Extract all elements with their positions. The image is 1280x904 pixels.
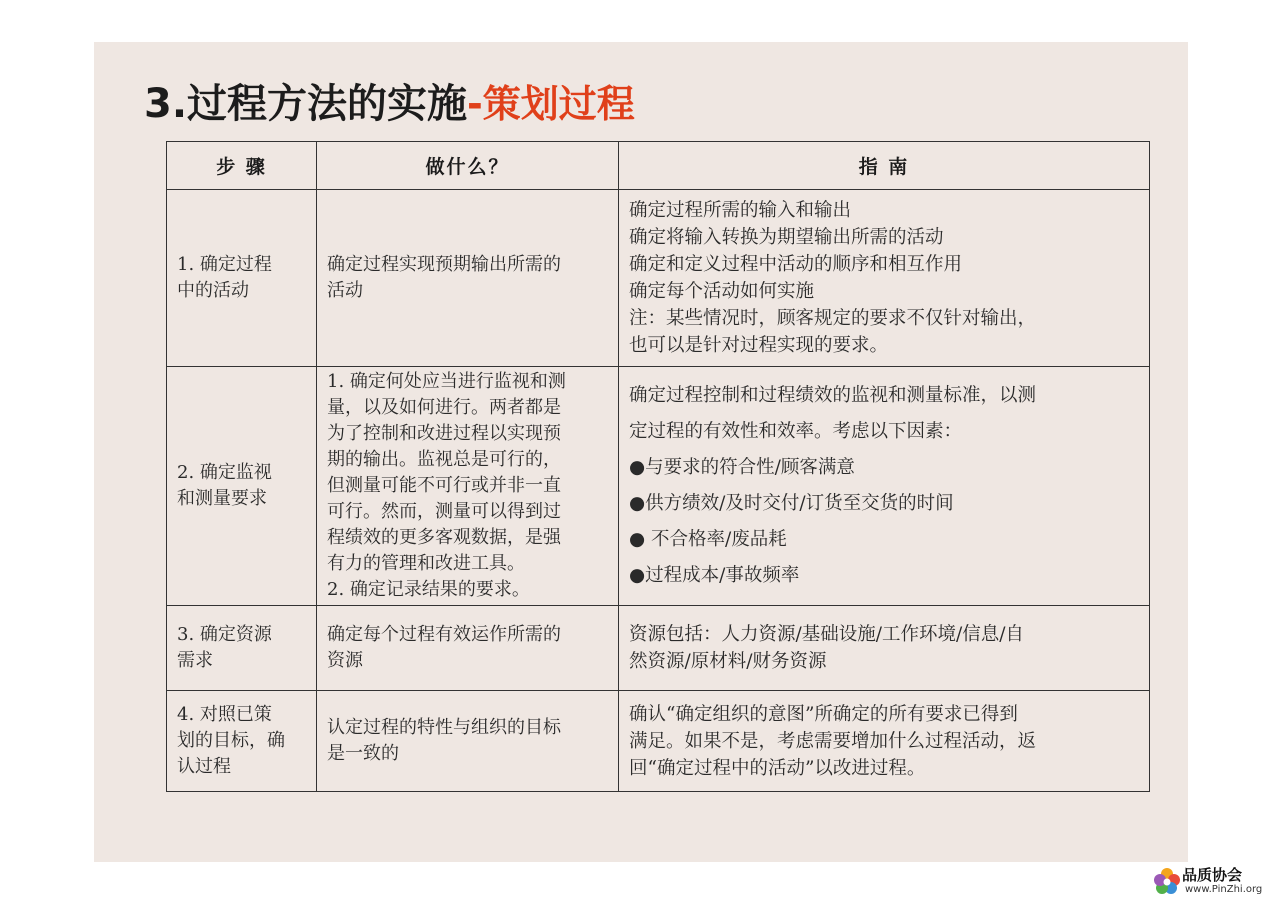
- guide-cell: [619, 691, 1150, 792]
- flower-logo-icon: [1152, 866, 1182, 896]
- what-line: 为了控制和改进过程以实现预: [327, 423, 561, 444]
- step-line: 和测量要求: [177, 488, 267, 509]
- what-line: 2. 确定记录结果的要求。: [327, 579, 530, 600]
- what-cell: [317, 691, 619, 792]
- guide-line: 确定过程所需的输入和输出: [629, 200, 852, 221]
- step-line: 中的活动: [177, 280, 249, 301]
- what-line: 活动: [327, 280, 363, 301]
- what-line: 认定过程的特性与组织的目标: [327, 717, 561, 738]
- slide-title: [144, 76, 635, 132]
- header-step: 步 骤: [167, 142, 317, 190]
- step-line: 2. 确定监视: [177, 462, 272, 483]
- what-line: 期的输出。监视总是可行的，: [327, 449, 561, 470]
- step-cell: [167, 691, 317, 792]
- guide-cell: [619, 606, 1150, 691]
- step-line: 1. 确定过程: [177, 254, 272, 275]
- table-row: [167, 606, 1150, 691]
- guide-line: 注：某些情况时，顾客规定的要求不仅针对输出，: [629, 308, 1037, 329]
- header-what: 做什么？: [317, 142, 619, 190]
- guide-line: 资源包括：人力资源/基础设施/工作环境/信息/自: [629, 624, 1024, 645]
- guide-line: 然资源/原材料/财务资源: [629, 651, 827, 672]
- what-line: 资源: [327, 650, 363, 671]
- title-main: 3.过程方法的实施: [144, 81, 468, 127]
- header-guide: 指 南: [619, 142, 1150, 190]
- what-line: 确定每个过程有效运作所需的: [327, 624, 561, 645]
- guide-line: 确定每个活动如何实施: [629, 281, 815, 302]
- table-row: [167, 367, 1150, 606]
- step-line: 认过程: [177, 756, 231, 777]
- step-line: 3. 确定资源: [177, 624, 272, 645]
- guide-cell: [619, 190, 1150, 367]
- what-cell: [317, 367, 619, 606]
- step-cell: [167, 606, 317, 691]
- table-header-row: [167, 142, 1150, 190]
- what-line: 量，以及如何进行。两者都是: [327, 397, 561, 418]
- guide-bullet: ● 不合格率/废品耗: [629, 529, 787, 550]
- guide-line: 确定和定义过程中活动的顺序和相互作用: [629, 254, 963, 275]
- table-row: [167, 190, 1150, 367]
- guide-line: 确定过程控制和过程绩效的监视和测量标准，以测: [629, 385, 1037, 406]
- step-line: 需求: [177, 650, 213, 671]
- process-table: [166, 141, 1150, 792]
- logo-name: 品质协会: [1182, 866, 1243, 884]
- guide-line: 也可以是针对过程实现的要求。: [629, 335, 889, 356]
- title-accent: -策划过程: [467, 82, 635, 126]
- guide-line: 确认“确定组织的意图”所确定的所有要求已得到: [629, 703, 1018, 725]
- step-line: 划的目标，确: [177, 730, 285, 751]
- what-cell: [317, 606, 619, 691]
- what-line: 是一致的: [327, 743, 399, 764]
- what-line: 程绩效的更多客观数据，是强: [327, 527, 561, 548]
- what-line: 可行。然而，测量可以得到过: [327, 501, 561, 522]
- step-cell: [167, 190, 317, 367]
- step-line: 4. 对照已策: [177, 704, 272, 725]
- guide-line: 满足。如果不是，考虑需要增加什么过程活动，返: [629, 730, 1037, 752]
- step-cell: [167, 367, 317, 606]
- guide-line: 回“确定过程中的活动”以改进过程。: [629, 757, 926, 779]
- guide-line: 确定将输入转换为期望输出所需的活动: [629, 227, 944, 248]
- logo-url: www.PinZhi.org: [1185, 884, 1263, 895]
- guide-bullet: ●过程成本/事故频率: [629, 565, 800, 586]
- guide-cell: [619, 367, 1150, 606]
- table-row: [167, 691, 1150, 792]
- guide-line: 定过程的有效性和效率。考虑以下因素：: [629, 421, 963, 442]
- what-line: 1. 确定何处应当进行监视和测: [327, 371, 566, 392]
- what-line: 但测量可能不可行或并非一直: [327, 475, 561, 496]
- what-cell: [317, 190, 619, 367]
- guide-bullet: ●供方绩效/及时交付/订货至交货的时间: [629, 493, 954, 514]
- guide-bullet: ●与要求的符合性/顾客满意: [629, 457, 855, 478]
- what-line: 确定过程实现预期输出所需的: [327, 254, 561, 275]
- site-logo[interactable]: [1152, 864, 1276, 898]
- what-line: 有力的管理和改进工具。: [327, 553, 525, 574]
